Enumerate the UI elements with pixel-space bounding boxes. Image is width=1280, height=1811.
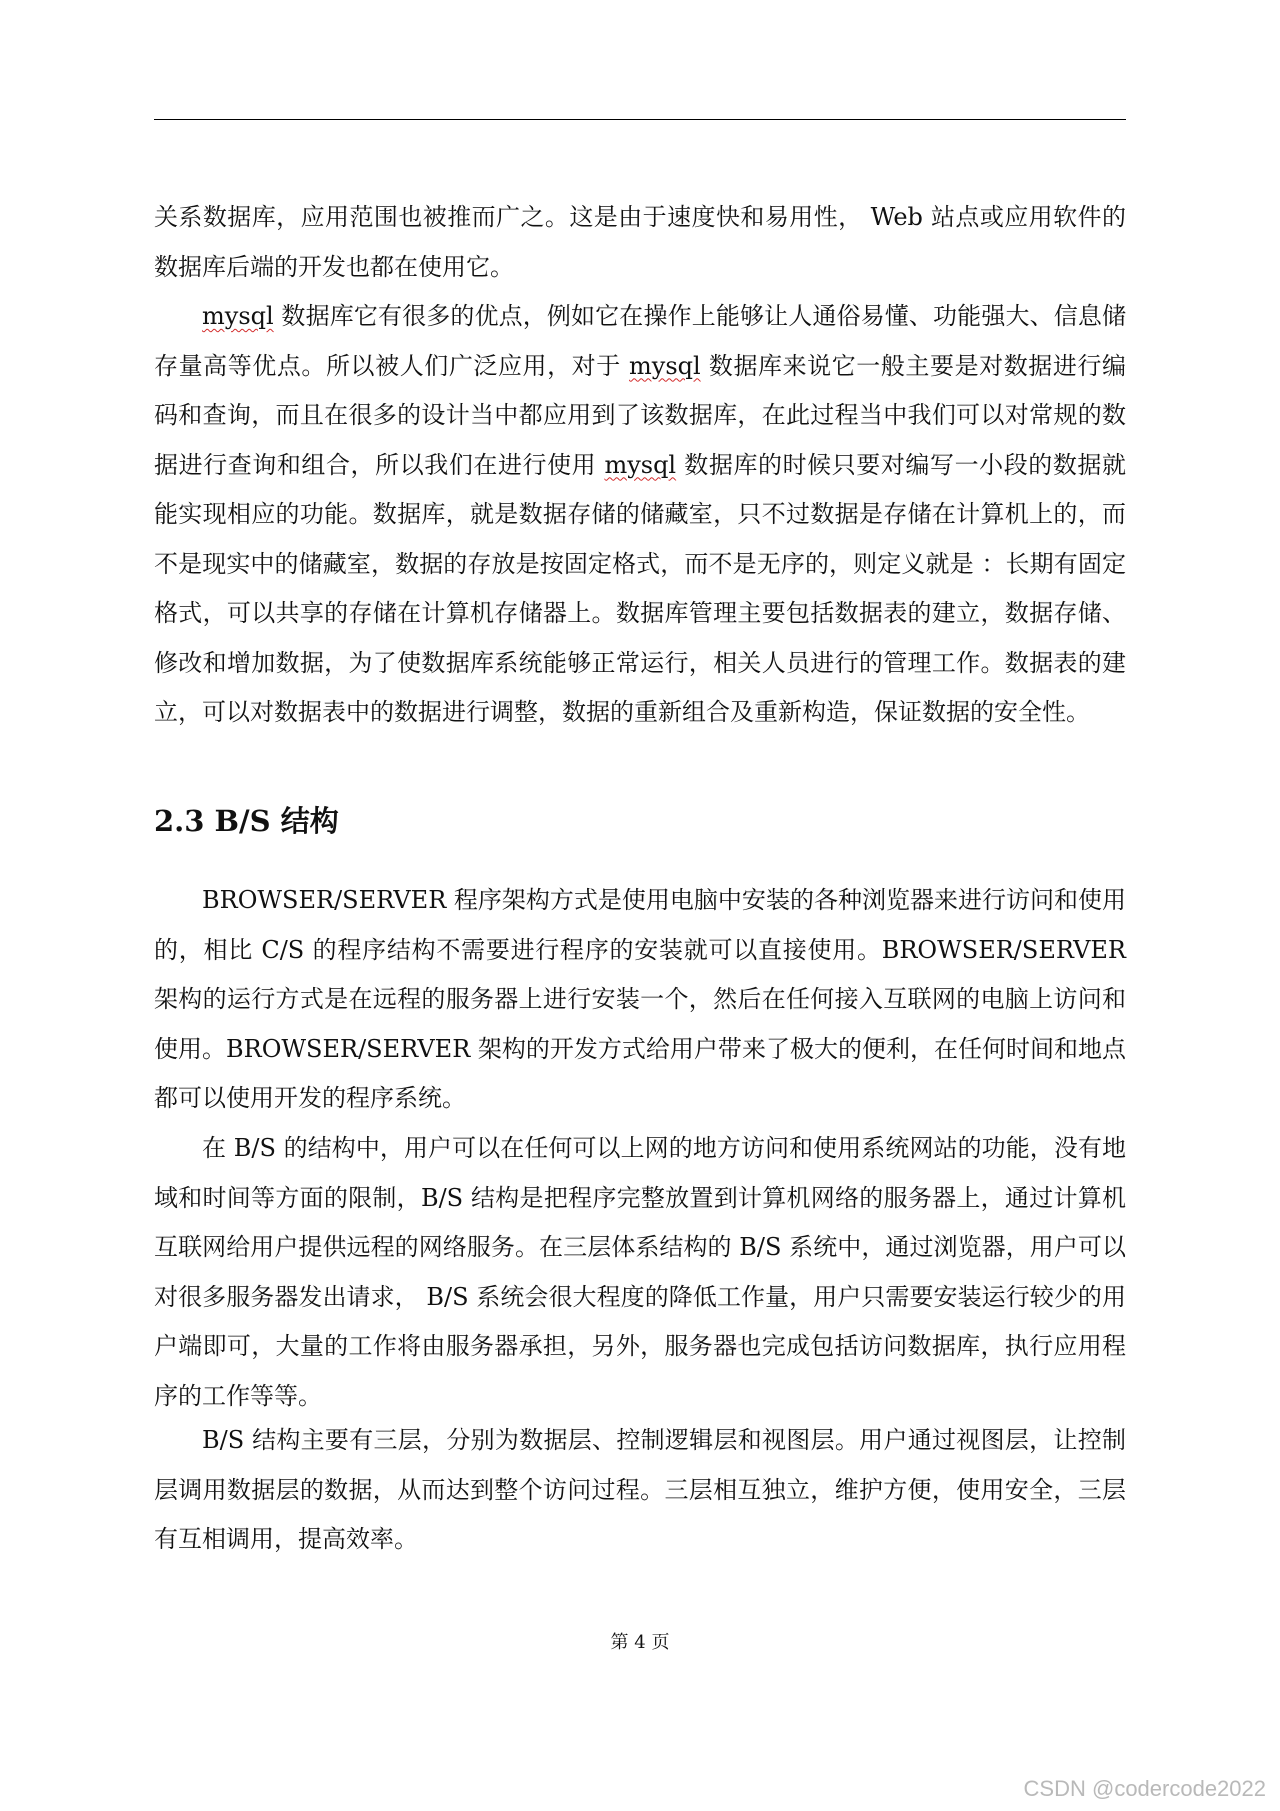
paragraph-text: 数据库的时候只要对编写一小段的数据就能实现相应的功能。数据库，就是数据存储的储藏室，只不过数据是存储在计算机上的，而不是现实中的储藏室，数据的存放是按固定格式，而不是无序的，则定义就是 ：长期有固定格式，可以共享的存储在计算机存储器上。数据库管理主要包括数据表的建立，数据存储、修改和增加数据，为了使数据库系统能够正常运行，相关人员进行的管理工作。数据表的建立，可以对数据表中的数据进行调整，数据的重新组合及重新构造，保证数据的安全性。 [154, 450, 1126, 726]
spellcheck-word: mysql [629, 351, 701, 380]
paragraph-browser-server: BROWSER/SERVER 程序架构方式是使用电脑中安装的各种浏览器来进行访问和使用的，相比 C/S 的程序结构不需要进行程序的安装就可以直接使用。BROWSER/SERVER 架构的运行方式是在远程的服务器上进行安装一个，然后在任何接入互联网的电脑上访问和使用。BROWSER/SERVER 架构的开发方式给用户带来了极大的便利，在任何时间和地点都可以使用开发的程序系统。 [154, 886, 1126, 1112]
paragraph-text: 数据库它有很多的优点，例如它在操作上能够让人通俗易懂、功能强大、信息储存量高等优点。所以被人们广泛应用，对于 [154, 302, 1126, 380]
paragraph-bs-structure: 在 B/S 的结构中，用户可以在任何可以上网的地方访问和使用系统网站的功能，没有地域和时间等方面的限制，B/S 结构是把程序完整放置到计算机网络的服务器上，通过计算机互联网给用户提供远程的网络服务。在三层体系结构的 B/S 系统中，通过浏览器，用户可以对很多服务器发出请求， B/S 系统会很大程度的降低工作量，用户只需要安装运行较少的用户端即可，大量的工作将由服务器承担，另外，服务器也完成包括访问数据库，执行应用程序的工作等等。 [154, 1134, 1126, 1410]
paragraph-text: 数据库来说它一般主要是对数据进行编码和查询，而且在很多的设计当中都应用到了该数据库，在此过程当中我们可以对常规的数据进行查询和组合，所以我们在进行使用 [154, 351, 1126, 479]
spellcheck-word: mysql [604, 450, 677, 479]
spellcheck-word: mysql [202, 302, 274, 330]
paragraph-three-layers: B/S 结构主要有三层，分别为数据层、控制逻辑层和视图层。用户通过视图层，让控制层调用数据层的数据，从而达到整个访问过程。三层相互独立，维护方便，使用安全，三层有互相调用，提高效率。 [154, 1426, 1126, 1553]
header-rule [154, 119, 1126, 120]
watermark: CSDN @codercode2022 [1023, 1776, 1266, 1801]
paragraph-mysql [154, 292, 1126, 738]
paragraph-database-intro-end: 关系数据库，应用范围也被推而广之。这是由于速度快和易用性， Web 站点或应用软件的数据库后端的开发也都在使用它。 [154, 203, 1126, 281]
page-number: 第 4 页 [610, 1632, 670, 1653]
section-heading: 2.3 B/S 结构 [154, 804, 339, 838]
